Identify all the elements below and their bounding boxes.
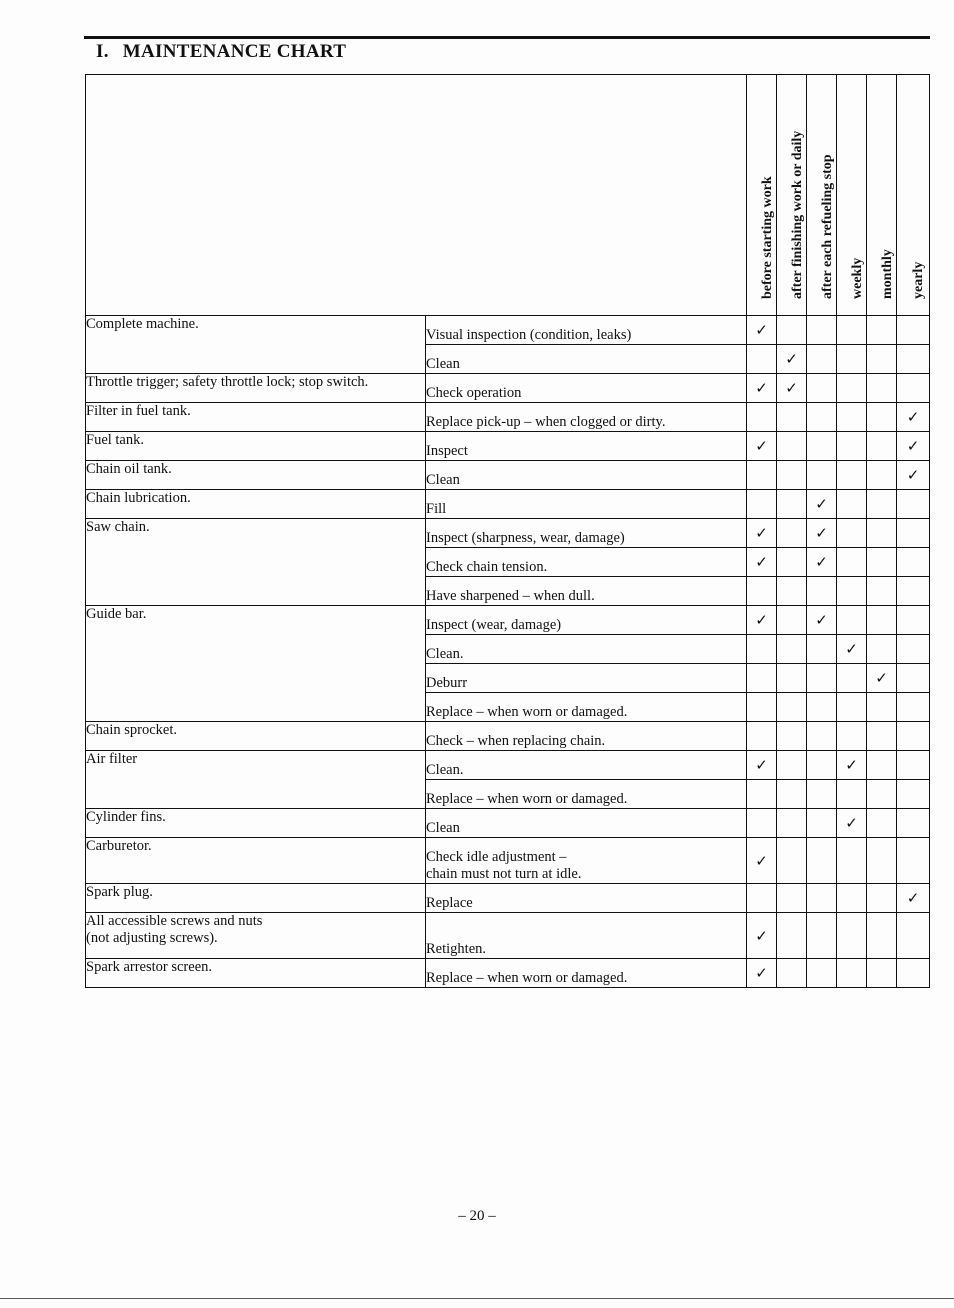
- interval-cell: [807, 577, 837, 606]
- interval-cell: [897, 664, 930, 693]
- interval-cell: [807, 635, 837, 664]
- interval-cell: [777, 664, 807, 693]
- interval-cell: [897, 374, 930, 403]
- check-mark-icon: ✓: [807, 490, 837, 519]
- interval-cell: [867, 519, 897, 548]
- component-cell: Air filter: [86, 751, 426, 809]
- column-header-before-starting-work: [747, 75, 777, 316]
- interval-cell: [867, 722, 897, 751]
- component-cell: Chain oil tank.: [86, 461, 426, 490]
- interval-cell: [777, 461, 807, 490]
- check-mark-icon: ✓: [747, 548, 777, 577]
- column-header-after-each-refueling-stop: [807, 75, 837, 316]
- action-cell: Inspect: [426, 432, 747, 461]
- interval-cell: [867, 403, 897, 432]
- check-mark-icon: ✓: [777, 345, 807, 374]
- scan-artifact-line: [0, 1298, 954, 1299]
- component-cell: Spark arrestor screen.: [86, 959, 426, 988]
- interval-cell: [897, 635, 930, 664]
- action-cell: Clean: [426, 345, 747, 374]
- component-cell: Filter in fuel tank.: [86, 403, 426, 432]
- action-cell: Check idle adjustment – chain must not turn at idle.: [426, 838, 747, 884]
- action-cell: Replace: [426, 884, 747, 913]
- interval-cell: [867, 461, 897, 490]
- table-row: [86, 403, 930, 432]
- component-cell: Spark plug.: [86, 884, 426, 913]
- check-mark-icon: ✓: [747, 519, 777, 548]
- chart-body: [86, 316, 930, 988]
- action-cell: Retighten.: [426, 913, 747, 959]
- component-cell: Fuel tank.: [86, 432, 426, 461]
- interval-cell: [777, 606, 807, 635]
- interval-cell: [777, 403, 807, 432]
- component-cell: Throttle trigger; safety throttle lock; stop switch.: [86, 374, 426, 403]
- interval-cell: [777, 959, 807, 988]
- table-row: [86, 461, 930, 490]
- interval-cell: [897, 809, 930, 838]
- interval-cell: [837, 490, 867, 519]
- interval-cell: [777, 884, 807, 913]
- interval-cell: [897, 722, 930, 751]
- check-mark-icon: ✓: [807, 548, 837, 577]
- check-mark-icon: ✓: [747, 913, 777, 959]
- action-cell: Inspect (sharpness, wear, damage): [426, 519, 747, 548]
- interval-cell: [897, 490, 930, 519]
- interval-cell: [867, 751, 897, 780]
- component-cell: Carburetor.: [86, 838, 426, 884]
- table-row: [86, 316, 930, 345]
- header-row: [86, 75, 930, 316]
- table-row: [86, 809, 930, 838]
- interval-cell: [777, 780, 807, 809]
- check-mark-icon: ✓: [807, 606, 837, 635]
- interval-cell: [807, 374, 837, 403]
- interval-cell: [777, 751, 807, 780]
- interval-cell: [807, 751, 837, 780]
- interval-cell: [897, 751, 930, 780]
- interval-cell: [837, 577, 867, 606]
- check-mark-icon: ✓: [897, 403, 930, 432]
- check-mark-icon: ✓: [807, 519, 837, 548]
- component-cell: Chain lubrication.: [86, 490, 426, 519]
- check-mark-icon: ✓: [747, 751, 777, 780]
- interval-cell: [747, 664, 777, 693]
- interval-cell: [897, 693, 930, 722]
- interval-cell: [867, 693, 897, 722]
- table-row: [86, 884, 930, 913]
- table-row: [86, 606, 930, 635]
- action-cell: Clean: [426, 461, 747, 490]
- check-mark-icon: ✓: [897, 432, 930, 461]
- check-mark-icon: ✓: [837, 751, 867, 780]
- interval-cell: [897, 519, 930, 548]
- table-row: [86, 490, 930, 519]
- component-cell: All accessible screws and nuts (not adjusting screws).: [86, 913, 426, 959]
- check-mark-icon: ✓: [747, 838, 777, 884]
- interval-cell: [747, 809, 777, 838]
- action-cell: Replace – when worn or damaged.: [426, 693, 747, 722]
- interval-cell: [777, 490, 807, 519]
- interval-cell: [807, 809, 837, 838]
- page-title: [96, 41, 346, 63]
- interval-cell: [837, 884, 867, 913]
- interval-cell: [867, 345, 897, 374]
- table-row: [86, 838, 930, 884]
- interval-cell: [837, 548, 867, 577]
- column-header-after-finishing-work: [777, 75, 807, 316]
- interval-cell: [897, 838, 930, 884]
- interval-cell: [837, 664, 867, 693]
- table-row: [86, 722, 930, 751]
- check-mark-icon: ✓: [777, 374, 807, 403]
- interval-cell: [807, 722, 837, 751]
- table-row: [86, 913, 930, 959]
- check-mark-icon: ✓: [747, 606, 777, 635]
- interval-cell: [837, 838, 867, 884]
- interval-cell: [867, 838, 897, 884]
- component-cell: Complete machine.: [86, 316, 426, 374]
- component-cell: Cylinder fins.: [86, 809, 426, 838]
- interval-cell: [807, 913, 837, 959]
- interval-cell: [867, 316, 897, 345]
- interval-cell: [777, 913, 807, 959]
- check-mark-icon: ✓: [747, 316, 777, 345]
- interval-cell: [837, 959, 867, 988]
- interval-cell: [807, 959, 837, 988]
- interval-cell: [837, 780, 867, 809]
- interval-cell: [807, 403, 837, 432]
- interval-cell: [807, 461, 837, 490]
- interval-cell: [747, 780, 777, 809]
- interval-cell: [897, 780, 930, 809]
- interval-cell: [777, 722, 807, 751]
- action-cell: Check – when replacing chain.: [426, 722, 747, 751]
- table-row: [86, 519, 930, 548]
- column-label: after finishing work or daily: [789, 130, 805, 299]
- interval-cell: [897, 548, 930, 577]
- interval-cell: [867, 606, 897, 635]
- interval-cell: [867, 490, 897, 519]
- interval-cell: [867, 913, 897, 959]
- interval-cell: [897, 577, 930, 606]
- action-cell: Check chain tension.: [426, 548, 747, 577]
- table-row: [86, 751, 930, 780]
- check-mark-icon: ✓: [837, 809, 867, 838]
- interval-cell: [747, 693, 777, 722]
- interval-cell: [747, 345, 777, 374]
- action-cell: Clean.: [426, 751, 747, 780]
- interval-cell: [807, 316, 837, 345]
- interval-cell: [867, 809, 897, 838]
- interval-cell: [837, 461, 867, 490]
- interval-cell: [807, 693, 837, 722]
- action-cell: Replace – when worn or damaged.: [426, 959, 747, 988]
- component-cell: Saw chain.: [86, 519, 426, 606]
- interval-cell: [837, 606, 867, 635]
- interval-cell: [807, 884, 837, 913]
- interval-cell: [747, 884, 777, 913]
- section-title: MAINTENANCE CHART: [122, 41, 347, 62]
- action-cell: Clean: [426, 809, 747, 838]
- component-cell: Guide bar.: [86, 606, 426, 722]
- interval-cell: [807, 780, 837, 809]
- interval-cell: [747, 403, 777, 432]
- interval-cell: [777, 432, 807, 461]
- interval-cell: [867, 432, 897, 461]
- interval-cell: [867, 577, 897, 606]
- interval-cell: [837, 693, 867, 722]
- interval-cell: [897, 345, 930, 374]
- column-label: monthly: [879, 249, 895, 299]
- interval-cell: [867, 959, 897, 988]
- table-row: [86, 432, 930, 461]
- action-cell: Deburr: [426, 664, 747, 693]
- component-cell: Chain sprocket.: [86, 722, 426, 751]
- interval-cell: [747, 490, 777, 519]
- interval-cell: [777, 809, 807, 838]
- maintenance-chart-table: [85, 74, 930, 988]
- interval-cell: [807, 432, 837, 461]
- interval-cell: [837, 316, 867, 345]
- interval-cell: [897, 606, 930, 635]
- column-label: before starting work: [759, 176, 775, 299]
- action-cell: Have sharpened – when dull.: [426, 577, 747, 606]
- top-rule: [84, 36, 930, 39]
- column-label: after each refueling stop: [819, 154, 835, 299]
- interval-cell: [807, 345, 837, 374]
- table-row: [86, 374, 930, 403]
- check-mark-icon: ✓: [897, 461, 930, 490]
- interval-cell: [897, 913, 930, 959]
- column-label: weekly: [849, 257, 865, 299]
- interval-cell: [897, 959, 930, 988]
- interval-cell: [777, 316, 807, 345]
- check-mark-icon: ✓: [747, 959, 777, 988]
- section-number: I.: [96, 41, 109, 62]
- header-blank-cell: [86, 75, 747, 316]
- interval-cell: [837, 722, 867, 751]
- interval-cell: [777, 693, 807, 722]
- interval-cell: [867, 548, 897, 577]
- interval-cell: [747, 635, 777, 664]
- check-mark-icon: ✓: [747, 374, 777, 403]
- check-mark-icon: ✓: [867, 664, 897, 693]
- check-mark-icon: ✓: [747, 432, 777, 461]
- check-mark-icon: ✓: [897, 884, 930, 913]
- interval-cell: [837, 374, 867, 403]
- column-label: yearly: [911, 261, 926, 299]
- column-header-yearly: [897, 75, 930, 316]
- interval-cell: [777, 838, 807, 884]
- column-header-weekly: [837, 75, 867, 316]
- interval-cell: [837, 519, 867, 548]
- interval-cell: [777, 548, 807, 577]
- interval-cell: [747, 722, 777, 751]
- interval-cell: [777, 635, 807, 664]
- action-cell: Clean.: [426, 635, 747, 664]
- action-cell: Check operation: [426, 374, 747, 403]
- action-cell: Fill: [426, 490, 747, 519]
- interval-cell: [807, 664, 837, 693]
- interval-cell: [837, 432, 867, 461]
- interval-cell: [747, 461, 777, 490]
- check-mark-icon: ✓: [837, 635, 867, 664]
- interval-cell: [837, 345, 867, 374]
- table-row: [86, 959, 930, 988]
- interval-cell: [837, 913, 867, 959]
- action-cell: Replace pick-up – when clogged or dirty.: [426, 403, 747, 432]
- page-number: – 20 –: [458, 1208, 496, 1224]
- action-cell: Inspect (wear, damage): [426, 606, 747, 635]
- interval-cell: [897, 316, 930, 345]
- column-header-monthly: [867, 75, 897, 316]
- interval-cell: [807, 838, 837, 884]
- interval-cell: [777, 519, 807, 548]
- interval-cell: [867, 780, 897, 809]
- action-cell: Replace – when worn or damaged.: [426, 780, 747, 809]
- action-cell: Visual inspection (condition, leaks): [426, 316, 747, 345]
- interval-cell: [747, 577, 777, 606]
- interval-cell: [777, 577, 807, 606]
- interval-cell: [867, 635, 897, 664]
- interval-cell: [867, 884, 897, 913]
- interval-cell: [867, 374, 897, 403]
- interval-cell: [837, 403, 867, 432]
